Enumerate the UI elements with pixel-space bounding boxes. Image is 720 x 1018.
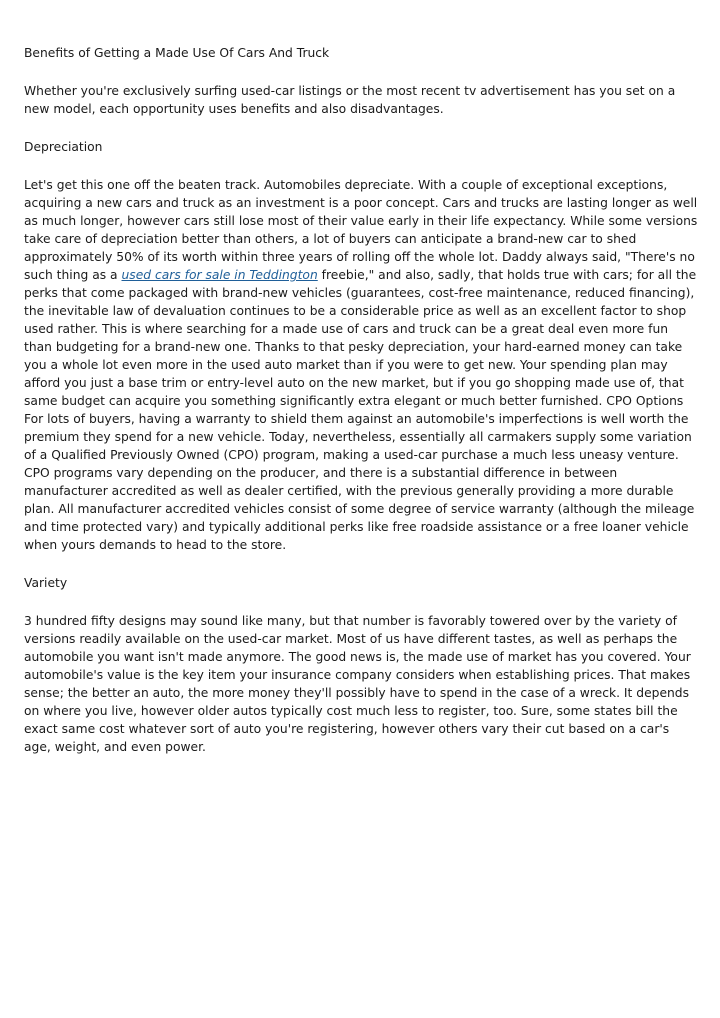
depreciation-paragraph [24, 176, 698, 554]
depreciation-text-before-link: Let's get this one off the beaten track. Automobiles depreciate. With a couple of exceptional exceptions, acquiring a new cars and truck as an investment is a poor concept. Cars and trucks are lasting longer as well as much longer, however cars still lose most of their value early in their life expectancy. While some versions take care of depreciation better than others, a lot of buyers can anticipate a brand-new car to shed approximately 50% of its worth within three years of rolling off the whole lot. Daddy always said, "There's no such thing as a [24, 178, 698, 282]
depreciation-text-after-link: freebie," and also, sadly, that holds true with cars; for all the perks that come packaged with brand-new vehicles (guarantees, cost-free maintenance, reduced financing), the inevitable law of devaluation continues to be a considerable price as well as an excellent factor to shop used rather. This is where searching for a made use of cars and truck can be a great deal even more fun than budgeting for a brand-new one. Thanks to that pesky depreciation, your hard-earned money can take you a whole lot even more in the used auto market than if you were to get new. Your spending plan may afford you just a base trim or entry-level auto on the new market, but if you go shopping made use of, that same budget can acquire you something significantly extra elegant or much better furnished. CPO Options For lots of buyers, having a warranty to shield them against an automobile's imperfections is well worth the premium they spend for a new vehicle. Today, nevertheless, essentially all carmakers supply some variation of a Qualified Previously Owned (CPO) program, making a used-car purchase a much less uneasy venture. CPO programs vary depending on the producer, and there is a substantial difference in between manufacturer accredited as well as dealer certified, with the previous generally providing a more durable plan. All manufacturer accredited vehicles consist of some degree of service warranty (although the mileage and time protected vary) and typically additional perks like free roadside assistance or a free loaner vehicle when yours demands to head to the store. [24, 268, 697, 552]
intro-paragraph: Whether you're exclusively surfing used-car listings or the most recent tv advertisement has you set on a new model, each opportunity uses benefits and also disadvantages. [24, 84, 676, 116]
section-heading-variety: Variety [24, 576, 68, 590]
used-cars-link[interactable]: used cars for sale in Teddington [121, 268, 318, 282]
document-page [24, 44, 698, 776]
section-heading-depreciation: Depreciation [24, 140, 103, 154]
variety-paragraph: 3 hundred fifty designs may sound like many, but that number is favorably towered over by the variety of versions readily available on the used-car market. Most of us have different tastes, as well as perhaps the automobile you want isn't made anymore. The good news is, the made use of market has you covered. Your automobile's value is the key item your insurance company considers when establishing prices. That makes sense; the better an auto, the more money they'll possibly have to spend in the case of a wreck. It depends on where you live, however older autos typically cost much less to register, too. Sure, some states bill the exact same cost whatever sort of auto you're registering, however others vary their cut based on a car's age, weight, and even power. [24, 614, 691, 754]
document-title: Benefits of Getting a Made Use Of Cars And Truck [24, 46, 330, 60]
